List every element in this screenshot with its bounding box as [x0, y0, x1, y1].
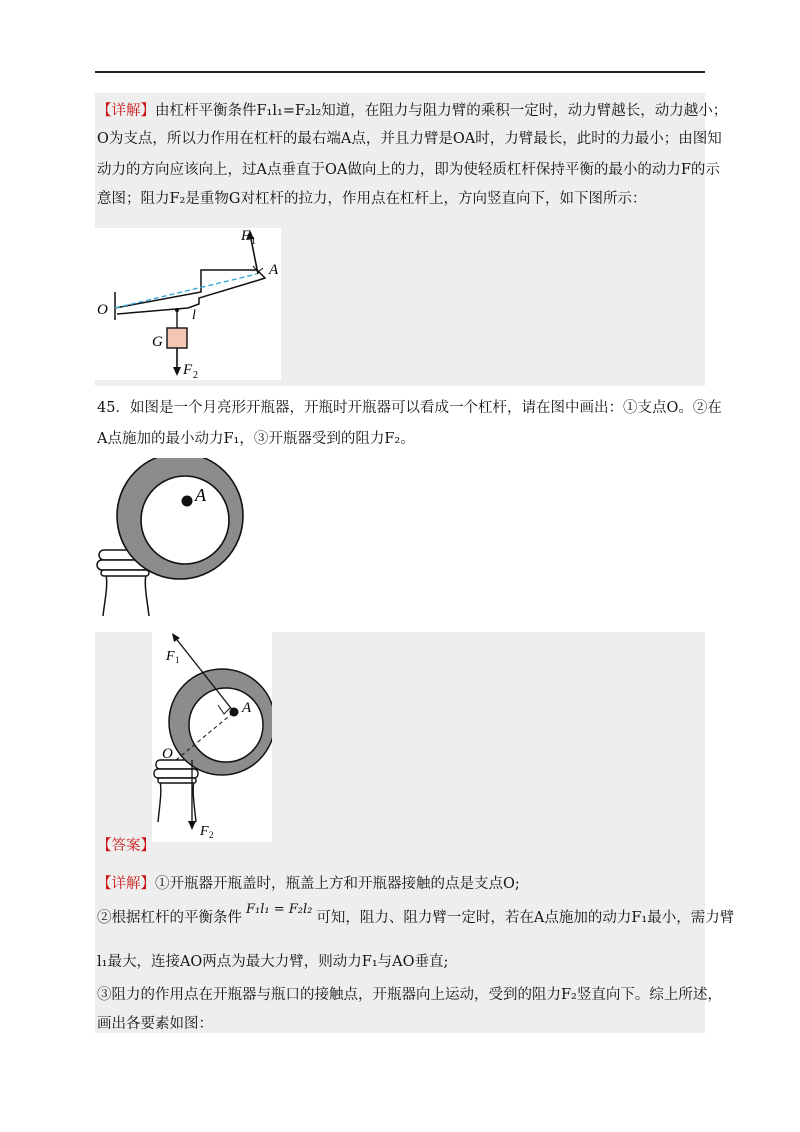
- label-F1: F: [241, 228, 251, 244]
- label-F2-sub: 2: [193, 370, 198, 380]
- detail2-line2: [97, 902, 735, 929]
- label-A: A: [195, 485, 206, 505]
- answer-tag: 【答案】: [97, 838, 155, 854]
- detail2-text2a: ②根据杠杆的平衡条件: [97, 910, 242, 926]
- detail1-line4: 意图；阻力F₂是重物G对杠杆的拉力，作用点在杠杆上，方向竖直向下，如下图所示：: [97, 191, 647, 207]
- question45-line2: A点施加的最小动力F₁，③开瓶器受到的阻力F₂。: [97, 431, 415, 447]
- label-F2: F: [200, 824, 209, 839]
- bottle-opener-figure: [95, 458, 255, 618]
- detail2-line4: ③阻力的作用点在开瓶器与瓶口的接触点，开瓶器向上运动，受到的阻力F₂竖直向下。综上所述，: [97, 987, 722, 1003]
- detail1-line2: O为支点，所以力作用在杠杆的最右端A点，并且力臂是OA时，力臂最长，此时的力最小；由图知: [97, 131, 722, 147]
- detail2-text1: ①开瓶器开瓶盖时，瓶盖上方和开瓶器接触的点是支点O;: [155, 876, 520, 892]
- formula: F₁l₁ = F₂l₂: [246, 902, 313, 917]
- detail2-line1: [97, 874, 703, 894]
- detail2-line3: l₁最大，连接AO两点为最大力臂，则动力F₁与AO垂直;: [97, 954, 449, 970]
- detail-tag: 【详解】: [97, 103, 155, 119]
- label-A: A: [242, 700, 252, 716]
- detail2-line5: 画出各要素如图：: [97, 1016, 213, 1032]
- label-F1: F: [166, 649, 175, 664]
- label-O: O: [97, 302, 108, 318]
- label-F1-sub: 1: [175, 655, 180, 665]
- label-F2: F: [183, 362, 193, 378]
- label-F1-sub: 1: [251, 236, 256, 247]
- lever-diagram: [95, 228, 281, 380]
- question45-line1: 45．如图是一个月亮形开瓶器，开瓶时开瓶器可以看成一个杠杆，请在图中画出：①支点O。②在: [97, 400, 722, 416]
- detail1-text1: 由杠杆平衡条件F₁l₁=F₂l₂知道，在阻力与阻力臂的乘积一定时，动力臂越长，动力越小；: [155, 103, 728, 119]
- header-rule: [95, 71, 705, 73]
- detail1-line1: [97, 101, 728, 121]
- label-A: A: [269, 262, 279, 278]
- detail1-line3: 动力的方向应该向上，过A点垂直于OA做向上的力，即为使轻质杠杆保持平衡的最小的动力F的示: [97, 162, 720, 178]
- label-l: l: [192, 308, 196, 323]
- label-O: O: [162, 746, 173, 762]
- detail2-text2b: 可知，阻力、阻力臂一定时，若在A点施加的动力F₁最小，需力臂: [316, 910, 735, 926]
- detail-tag: 【详解】: [97, 876, 155, 892]
- label-G: G: [152, 334, 163, 350]
- label-F2-sub: 2: [209, 830, 214, 840]
- answer-diagram: [152, 632, 272, 842]
